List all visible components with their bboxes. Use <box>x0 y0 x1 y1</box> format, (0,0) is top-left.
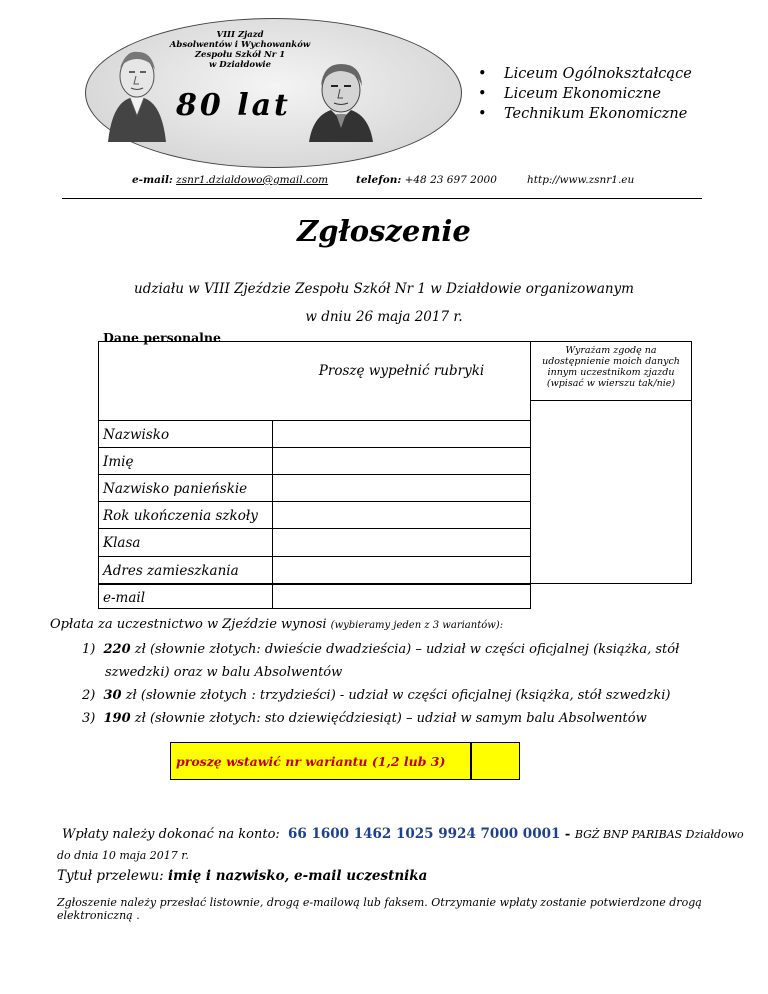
school-item: • Liceum Ekonomiczne <box>478 84 692 104</box>
input-klasa[interactable] <box>273 529 530 556</box>
fee-num: 2) <box>82 688 96 703</box>
phone-value: +48 23 697 2000 <box>404 174 497 186</box>
row-label-nazwisko-panienskie: Nazwisko panieńskie <box>103 481 248 497</box>
email-link[interactable]: zsnr1.dzialdowo@gmail.com <box>176 174 329 186</box>
consent-header: Wyrażam zgodę na udostępnienie moich danych innym uczestnikom zjazdu (wpisać w wierszu tak/nie) <box>542 345 680 389</box>
payment-label: Wpłaty należy dokonać na konto: <box>62 827 280 842</box>
input-nazwisko[interactable] <box>273 421 530 447</box>
payment-separator: - <box>560 827 575 842</box>
variant-prompt: proszę wstawić nr wariantu (1,2 lub 3) <box>176 754 446 769</box>
input-consent[interactable] <box>531 401 691 583</box>
logo-line: Absolwentów i Wychowanków <box>169 40 311 50</box>
input-imie[interactable] <box>273 448 530 474</box>
website-link[interactable]: http://www.zsnr1.eu <box>527 174 635 186</box>
email-label: e-mail: <box>132 174 173 186</box>
fee-option-1 <box>82 642 679 657</box>
row-label-klasa: Klasa <box>103 535 141 551</box>
input-adres[interactable] <box>273 557 530 584</box>
table-divider <box>272 584 273 609</box>
row-label-email: e-mail <box>103 590 146 606</box>
portrait-right-image <box>305 58 377 142</box>
row-label-rok-ukonczenia: Rok ukończenia szkoły <box>103 508 258 524</box>
fee-intro-note: (wybieramy jeden z 3 wariantów): <box>330 620 504 631</box>
account-number: 66 1600 1462 1025 9924 7000 0001 <box>287 826 561 842</box>
fee-text: zł (słownie złotych: dwieście dwadzieścia) – udział w części oficjalnej (książka, stół <box>130 642 680 657</box>
fill-header: Proszę wypełnić rubryki <box>318 363 485 379</box>
bank-name: BGŻ BNP PARIBAS Działdowo <box>574 828 744 841</box>
table-divider <box>98 584 99 609</box>
fee-num: 1) <box>82 642 96 657</box>
payment-line <box>62 826 744 842</box>
table-divider <box>98 584 530 585</box>
fee-option-3 <box>82 711 647 726</box>
row-label-nazwisko: Nazwisko <box>103 427 170 443</box>
fee-amount: 220 <box>103 642 131 657</box>
school-item: • Liceum Ogólnokształcące <box>478 64 692 84</box>
fee-num: 3) <box>82 711 96 726</box>
fee-intro-text: Opłata za uczestnictwo w Zjeździe wynosi <box>50 617 327 632</box>
fee-intro <box>50 617 503 632</box>
phone-label: telefon: <box>356 174 402 186</box>
personal-data-heading: Dane personalne <box>103 330 221 345</box>
input-nazwisko-panienskie[interactable] <box>273 475 530 501</box>
fee-text: zł (słownie złotych : trzydzieści) - udział w części oficjalnej (książka, stół szwedzki) <box>121 688 671 703</box>
portrait-left-image <box>102 42 172 142</box>
row-label-adres: Adres zamieszkania <box>103 563 239 579</box>
anniversary-label: 80 lat <box>176 88 291 123</box>
page-title: Zgłoszenie <box>297 214 471 248</box>
logo-line: VIII Zjazd <box>216 30 264 40</box>
logo-line: w Działdowie <box>208 60 272 70</box>
transfer-title-value: imię i nazwisko, e-mail uczestnika <box>168 868 428 884</box>
payment-deadline: do dnia 10 maja 2017 r. <box>57 849 189 862</box>
subtitle-line-1: udziału w VIII Zjeździe Zespołu Szkół Nr 1 w Działdowie organizowanym <box>134 281 634 297</box>
input-rok-ukonczenia[interactable] <box>273 502 530 528</box>
fee-amount: 190 <box>103 711 131 726</box>
contact-email <box>132 174 328 186</box>
transfer-title-label: Tytuł przelewu: <box>57 868 164 884</box>
table-divider <box>530 584 531 609</box>
school-list <box>478 64 692 124</box>
school-item: • Technikum Ekonomiczne <box>478 104 692 124</box>
row-label-imie: Imię <box>103 454 134 470</box>
logo-line: Zespołu Szkół Nr 1 <box>194 50 286 60</box>
fee-amount: 30 <box>103 688 122 703</box>
transfer-title <box>57 868 427 884</box>
fee-text: zł (słownie złotych: sto dziewięćdziesiąt) – udział w samym balu Absolwentów <box>130 711 647 726</box>
fee-option-1-cont: szwedzki) oraz w balu Absolwentów <box>105 665 343 680</box>
header-divider <box>62 198 702 199</box>
subtitle-line-2: w dniu 26 maja 2017 r. <box>305 309 463 325</box>
fee-option-2 <box>82 688 670 703</box>
submission-note: Zgłoszenie należy przesłać listownie, drogą e-mailową lub faksem. Otrzymanie wpłaty zostanie potwierdzone drogą elektroniczną . <box>57 896 702 922</box>
contact-phone <box>356 174 497 186</box>
variant-input[interactable] <box>472 743 519 779</box>
table-divider <box>98 608 531 609</box>
